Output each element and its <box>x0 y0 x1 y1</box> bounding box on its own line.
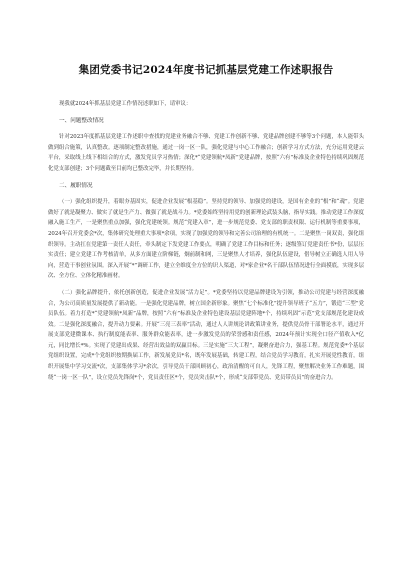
paragraph-organization: （一）强化组织提升，着眼夯基固实，促进企业发展“根基稳”。坚持党的领导、加强党的建设，是国有企业的“根”和“魂”。党建做好了就是凝聚力、做实了就是生产力、做强了就是战斗力。*党委始终坚持用党的创新理论武装头脑，指导实践。推动党建工作深度融入施工生产，一是聚焦重点加强，强化党建统领。规范“党建入章”，进一步规范党委、党支部的职责权限、运行机制等重要事项，2024年召开党委会*次，集体研究处理重大事项*余项，实现了加强党的领导和完善公司治理的有机统一。二是聚焦一岗双责，强化组织领导。主动扛在党建第一责任人责任，牵头制定下发党建工作要点，明确了党建工作目标和任务；逐级签订党建责任书*份，层层压实责任；建立党建工作考核清单，从多方面建立阶梯链，炯前制和网，三是聚焦人才培养，强化队伍建设，借导树立正确选人用人导向，营造干事创业氛围。深入开展“*”调研工作，建立全维度全方位的识人渠道，对*家企业*名干部队伍情况进行全面摸底，实现多层次、全方位、立体化精准画材。 <box>48 199 364 280</box>
section-heading-performance: 二、履职情况 <box>59 182 93 189</box>
paragraph-rectification: 针对2023年度抓基层党建工作述职中查找的党建业务融合不够、党建工作创新不够、党建品牌创建不够等3个问题，本人能带头做到组合施策，认真整改。逐项制定整改措施，通过一岗一区一队，强化党建与中心工作融合；创新学习方式方法，充分运用党建云平台，采取线上线下相结合的方式，激发党员学习热情；深化*“党建领航*凤新”党建品牌，按照“六有”标准及企业特色持续巩固规范化党支部创建；3个问题截至目前均已整改完毕，并长期坚持。 <box>48 134 364 172</box>
paragraph-brand: （二）强化品牌提升，依托创新创造，促进企业发展“活力足”。*党委坚持以党建品牌建设为引领，推动公司党建与经营深度融合，为公司高质量发展提供了新动能。一是强化党建品牌，树立国企新形象。聚焦“七个标准化”提升领导班子“五力”，锻造“三型”党员队伍。着力打造*“党建领航*凤新”品牌，按照“六有”标准及企业特色建设基层党建阵地*个，持续巩固“示范”党支部规范化建设成效。二是强化深度融合，提升动力要素。开展“三亮三表率”活动，通过人人讲规论讲政策讲业务，提供党员骨干部署论水平，通过开展支部党建微课本、执行制度能表率、服务群众能表率，进一步激发党员的荣誉感和责任感，2024年预计实现全口径产值收入*亿元，同比增长*%。实现了党建出成果、经营出效益的双赢目标。三是实施“三大工程”，凝聚奋进合力，强基工程。规范党委*个基层党组织设置，完成*个党组织按期换届工作，新发展党员*名，既年发展基础，转建工程，结合党员学习教育，扎实开展党性教育，组织开展集中学习交流*次，支部集体学习*余次，引导党员干部回顾初心，政治清醒的可自人，先锋工程，聚焦解决业务工作难题，围绕“一岗一区一队”，设立党员先锋岗*个，党员责任区*个，党员突击队*个，形成“支部带党员、党员带员员”的奋进合力。 <box>48 289 364 381</box>
section-heading-rectification: 一、问题整改情况 <box>59 117 104 124</box>
document-title: 集团党委书记2024年度书记抓基层党建工作述职报告 <box>78 64 334 76</box>
intro-paragraph: 现我就2024年抓基层党建工作情况述职如下，请审议： <box>59 101 192 107</box>
